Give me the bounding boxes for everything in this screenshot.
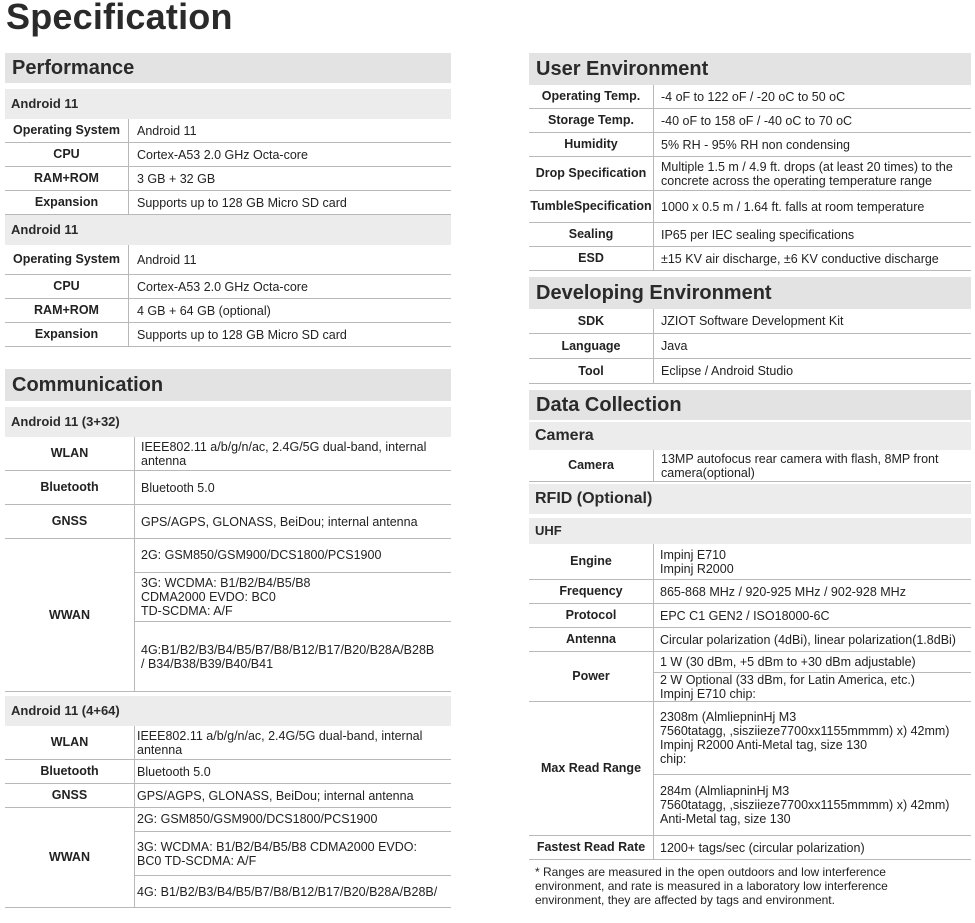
spec-label-text bbox=[566, 632, 616, 647]
spec-value bbox=[129, 245, 451, 274]
communication-row bbox=[5, 784, 451, 808]
left-column bbox=[5, 53, 451, 908]
spec-value-part bbox=[654, 702, 971, 775]
spec-value bbox=[135, 784, 451, 807]
spec-value-line: 3G: WCDMA: B1/B2/B4/B5/B8 CDMA2000 EVDO: bbox=[137, 839, 417, 854]
spec-label bbox=[529, 359, 654, 383]
spec-value bbox=[654, 450, 971, 481]
spec-value-line: antenna bbox=[141, 453, 187, 468]
spec-label-text bbox=[578, 364, 603, 379]
spec-label-line: Camera bbox=[568, 458, 614, 472]
spec-label bbox=[529, 309, 654, 333]
spec-label-line: Operating System bbox=[13, 123, 120, 137]
spec-label-line: RAM+ROM bbox=[34, 171, 99, 185]
spec-label bbox=[5, 119, 129, 142]
spec-value bbox=[654, 359, 971, 383]
spec-value bbox=[129, 275, 451, 298]
spec-value-line: Bluetooth 5.0 bbox=[137, 764, 211, 779]
section-data-collection-heading: Data Collection bbox=[529, 390, 971, 420]
uhf-row bbox=[529, 836, 971, 860]
section-developing-environment-heading: Developing Environment bbox=[529, 277, 971, 309]
uhf-row bbox=[529, 652, 971, 702]
spec-value-line: Eclipse / Android Studio bbox=[661, 364, 794, 378]
spec-value-line: chip: bbox=[660, 752, 687, 767]
spec-label bbox=[529, 223, 654, 246]
spec-value-part bbox=[135, 832, 451, 877]
spec-label bbox=[529, 247, 654, 270]
uhf-row bbox=[529, 604, 971, 628]
spec-value-line: 2308m (AlmliepninHj M3 bbox=[660, 710, 797, 725]
spec-value-line: Impinj E710 bbox=[660, 547, 727, 562]
spec-label-text bbox=[51, 446, 89, 461]
spec-label-text bbox=[537, 840, 645, 855]
spec-value-line: BC0 TD-SCDMA: A/F bbox=[137, 853, 257, 868]
communication-row bbox=[5, 437, 451, 471]
spec-label bbox=[529, 580, 654, 603]
spec-value-line: / B34/B38/B39/B40/B41 bbox=[141, 656, 274, 671]
spec-value-line: Impinj E710 chip: bbox=[660, 687, 756, 701]
spec-value-line: Supports up to 128 GB Micro SD card bbox=[137, 327, 347, 342]
spec-value bbox=[654, 191, 971, 222]
spec-value-line: 2 W Optional (33 dBm, for Latin America, etc.) bbox=[660, 673, 915, 687]
spec-label bbox=[5, 143, 129, 166]
spec-value-line: 2G: GSM850/GSM900/DCS1800/PCS1900 bbox=[141, 548, 382, 563]
spec-label-text bbox=[548, 113, 634, 128]
spec-label-line: Bluetooth bbox=[40, 764, 99, 778]
spec-value bbox=[135, 808, 451, 907]
spec-label bbox=[5, 437, 135, 470]
spec-value-line: EPC C1 GEN2 / ISO18000-6C bbox=[660, 608, 830, 623]
spec-label-text bbox=[578, 314, 604, 329]
spec-value bbox=[135, 726, 451, 759]
uhf-row bbox=[529, 544, 971, 580]
spec-value-part bbox=[135, 539, 451, 573]
spec-value bbox=[654, 133, 971, 156]
communication-row bbox=[5, 539, 451, 692]
spec-value bbox=[654, 580, 971, 603]
performance-row bbox=[5, 191, 451, 215]
spec-label-text bbox=[34, 171, 99, 186]
performance-group-heading: Android 11 bbox=[5, 89, 451, 119]
spec-label-text bbox=[40, 764, 98, 779]
footnote-line: environment, they are affected by tags and environment. bbox=[535, 893, 835, 907]
spec-label-text bbox=[13, 252, 120, 267]
spec-label bbox=[5, 299, 129, 322]
performance-row bbox=[5, 167, 451, 191]
section-performance-heading: Performance bbox=[5, 53, 451, 83]
spec-label-line: WLAN bbox=[50, 735, 89, 749]
spec-value bbox=[654, 223, 971, 246]
spec-value-line: Android 11 bbox=[137, 123, 197, 138]
spec-label-text bbox=[51, 735, 89, 750]
spec-value-line: 7560tatagg, ,sisziieze7700xx1155mmmm) x) 42mm) bbox=[660, 798, 950, 813]
user-env-row bbox=[529, 247, 971, 271]
spec-label bbox=[5, 726, 135, 759]
spec-label-text bbox=[536, 166, 646, 181]
spec-label bbox=[529, 334, 654, 358]
spec-value bbox=[129, 167, 451, 190]
spec-label-line: Frequency bbox=[559, 584, 623, 598]
spec-value-line: Cortex-A53 2.0 GHz Octa-core bbox=[137, 147, 308, 162]
spec-label-line: ESD bbox=[578, 251, 604, 265]
performance-row bbox=[5, 119, 451, 143]
spec-value-part bbox=[135, 622, 451, 691]
footnote bbox=[529, 865, 971, 907]
performance-row bbox=[5, 299, 451, 323]
spec-label-line: Power bbox=[572, 669, 610, 683]
spec-label-line: Humidity bbox=[564, 137, 618, 151]
spec-label-line: CPU bbox=[53, 279, 80, 293]
uhf-row bbox=[529, 580, 971, 604]
spec-value-part bbox=[135, 808, 451, 832]
spec-label-text bbox=[53, 279, 79, 294]
spec-value-line: Anti-Metal tag, size 130 bbox=[660, 812, 791, 827]
spec-value-part bbox=[654, 652, 971, 673]
user-env-row bbox=[529, 133, 971, 157]
communication-row bbox=[5, 471, 451, 505]
spec-label-text bbox=[53, 147, 79, 162]
spec-value-line: antenna bbox=[137, 742, 183, 757]
spec-label-text bbox=[570, 554, 612, 569]
uhf-row bbox=[529, 628, 971, 652]
spec-label-line: Bluetooth bbox=[40, 480, 99, 494]
performance-row bbox=[5, 323, 451, 347]
spec-value-line: IEEE802.11 a/b/g/n/ac, 2.4G/5G dual-band, internal bbox=[141, 439, 427, 454]
spec-value-part bbox=[135, 876, 451, 907]
spec-label-line: Expansion bbox=[34, 195, 99, 209]
spec-label-text bbox=[49, 850, 90, 865]
spec-value-line: 4G: B1/B2/B3/B4/B5/B7/B8/B12/B17/B20/B28A/B28B/ bbox=[137, 884, 438, 899]
spec-value bbox=[654, 309, 971, 333]
spec-label-text bbox=[561, 339, 620, 354]
spec-label-text bbox=[52, 788, 87, 803]
spec-label bbox=[5, 191, 129, 214]
spec-value bbox=[129, 143, 451, 166]
communication-group-heading: Android 11 (4+64) bbox=[5, 696, 451, 726]
spec-value-line: Android 11 bbox=[137, 252, 197, 267]
spec-label bbox=[529, 604, 654, 627]
user-env-row bbox=[529, 223, 971, 247]
spec-label-line: CPU bbox=[53, 147, 80, 161]
spec-label bbox=[5, 245, 129, 274]
spec-label-text bbox=[530, 199, 651, 214]
spec-value-line: TD-SCDMA: A/F bbox=[141, 604, 233, 619]
spec-value-line: Bluetooth 5.0 bbox=[141, 480, 215, 495]
spec-label-text bbox=[541, 761, 641, 776]
spec-value bbox=[129, 323, 451, 346]
spec-value bbox=[129, 299, 451, 322]
communication-row bbox=[5, 505, 451, 539]
spec-value-line: 3G: WCDMA: B1/B2/B4/B5/B8 bbox=[141, 576, 311, 591]
spec-value-line: Circular polarization (4dBi), linear polarization(1.8dBi) bbox=[660, 632, 956, 647]
communication-row bbox=[5, 760, 451, 784]
spec-label-text bbox=[569, 227, 613, 242]
spec-label bbox=[5, 275, 129, 298]
spec-value bbox=[654, 247, 971, 270]
communication-row bbox=[5, 726, 451, 760]
performance-group-heading: Android 11 bbox=[5, 215, 451, 245]
spec-value bbox=[135, 505, 451, 538]
spec-label-text bbox=[542, 89, 640, 104]
spec-label bbox=[5, 471, 135, 504]
spec-label-line: WWAN bbox=[49, 607, 90, 622]
performance-row bbox=[5, 275, 451, 299]
spec-value-line: IP65 per IEC sealing specifications bbox=[661, 227, 855, 242]
spec-label bbox=[5, 505, 135, 538]
spec-label-text bbox=[566, 608, 617, 623]
section-user-environment-heading: User Environment bbox=[529, 53, 971, 85]
user-env-row bbox=[529, 85, 971, 109]
spec-label bbox=[529, 109, 654, 132]
performance-row bbox=[5, 143, 451, 167]
section-communication-heading: Communication bbox=[5, 369, 451, 401]
spec-value-line: Impinj R2000 bbox=[660, 561, 734, 576]
spec-value bbox=[654, 836, 971, 859]
spec-label-text bbox=[52, 514, 87, 529]
spec-label-line: Fastest Read Rate bbox=[536, 840, 646, 854]
spec-value-line: 1000 x 0.5 m / 1.64 ft. falls at room temperature bbox=[661, 199, 925, 214]
spec-label-line: Expansion bbox=[34, 327, 99, 341]
spec-value-line: camera(optional) bbox=[661, 465, 755, 480]
camera-heading: Camera bbox=[529, 422, 971, 450]
spec-label-text bbox=[49, 608, 90, 623]
spec-label bbox=[529, 450, 654, 481]
spec-label bbox=[5, 784, 135, 807]
spec-value bbox=[135, 760, 451, 783]
spec-label-line: GNSS bbox=[51, 514, 88, 528]
spec-value-line: 865-868 MHz / 920-925 MHz / 902-928 MHz bbox=[660, 584, 906, 599]
spec-label-text bbox=[572, 669, 610, 684]
spec-label-line: Max Read Range bbox=[540, 761, 642, 775]
spec-label-line: Operating Temp. bbox=[541, 89, 641, 103]
spec-value-line: JZIOT Software Development Kit bbox=[661, 314, 844, 328]
spec-label bbox=[529, 544, 654, 579]
spec-label bbox=[5, 323, 129, 346]
page-title: Specification bbox=[6, 0, 233, 37]
spec-value-line: IEEE802.11 a/b/g/n/ac, 2.4G/5G dual-band, internal bbox=[137, 728, 423, 743]
spec-label-line: WLAN bbox=[50, 446, 89, 460]
spec-label-text bbox=[40, 480, 98, 495]
spec-label-line: Antenna bbox=[566, 632, 616, 646]
spec-value-line: concrete across the operating temperature range bbox=[661, 173, 932, 188]
spec-value bbox=[129, 119, 451, 142]
spec-label bbox=[5, 760, 135, 783]
spec-label bbox=[529, 836, 654, 859]
spec-label-line: Language bbox=[561, 338, 621, 353]
communication-group-heading: Android 11 (3+32) bbox=[5, 407, 451, 437]
spec-label bbox=[5, 539, 135, 691]
spec-label-text bbox=[559, 584, 622, 599]
spec-value-line: Java bbox=[661, 339, 688, 353]
spec-value-line: Cortex-A53 2.0 GHz Octa-core bbox=[137, 279, 308, 294]
spec-label bbox=[529, 702, 654, 835]
communication-row bbox=[5, 808, 451, 908]
spec-value-part bbox=[135, 573, 451, 623]
spec-value-line: Supports up to 128 GB Micro SD card bbox=[137, 195, 347, 210]
spec-value-line: 4G:B1/B2/B3/B4/B5/B7/B8/B12/B17/B20/B28A/B28B bbox=[141, 642, 435, 657]
spec-label-line: Sealing bbox=[568, 227, 614, 241]
spec-label-line: Specification bbox=[573, 199, 652, 213]
spec-value-line: 1200+ tags/sec (circular polarization) bbox=[660, 840, 865, 855]
spec-label bbox=[529, 133, 654, 156]
right-column bbox=[529, 53, 971, 907]
spec-label-line: Operating System bbox=[13, 252, 120, 266]
spec-value bbox=[135, 539, 451, 691]
spec-value-line: CDMA2000 EVDO: BC0 bbox=[141, 590, 276, 605]
spec-value-line: Multiple 1.5 m / 4.9 ft. drops (at least 20 times) to the bbox=[661, 159, 953, 174]
spec-value bbox=[654, 604, 971, 627]
spec-value-line: -4 oF to 122 oF / -20 oC to 50 oC bbox=[661, 89, 846, 104]
spec-value bbox=[654, 544, 971, 579]
spec-label bbox=[5, 167, 129, 190]
camera-row bbox=[529, 450, 971, 482]
spec-label-line: Storage Temp. bbox=[548, 113, 634, 127]
spec-label-line: WWAN bbox=[49, 850, 90, 864]
spec-value-line: GPS/AGPS, GLONASS, BeiDou; internal antenna bbox=[141, 514, 418, 529]
user-env-row bbox=[529, 191, 971, 223]
performance-row bbox=[5, 245, 451, 275]
footnote-line: * Ranges are measured in the open outdoors and low interference bbox=[535, 865, 886, 879]
user-env-row bbox=[529, 157, 971, 191]
spec-label bbox=[529, 652, 654, 701]
spec-label-line: Engine bbox=[570, 554, 612, 568]
spec-value-line: GPS/AGPS, GLONASS, BeiDou; internal antenna bbox=[137, 788, 414, 803]
spec-value bbox=[654, 85, 971, 108]
spec-value-line: 4 GB + 64 GB (optional) bbox=[137, 303, 271, 318]
spec-value-part bbox=[654, 673, 971, 701]
uhf-heading: UHF bbox=[529, 518, 971, 544]
spec-label-line: Tumble bbox=[530, 199, 574, 213]
dev-env-row bbox=[529, 309, 971, 334]
spec-label-text bbox=[35, 195, 98, 210]
spec-label-text bbox=[568, 458, 614, 473]
spec-value bbox=[135, 471, 451, 504]
spec-label-line: Tool bbox=[578, 363, 604, 378]
spec-label bbox=[5, 808, 135, 907]
spec-label-line: GNSS bbox=[51, 788, 88, 802]
spec-label bbox=[529, 191, 654, 222]
spec-label-text bbox=[13, 123, 120, 138]
spec-label bbox=[529, 157, 654, 190]
user-env-row bbox=[529, 109, 971, 133]
spec-value bbox=[135, 437, 451, 470]
uhf-row bbox=[529, 702, 971, 836]
spec-label-line: SDK bbox=[577, 313, 605, 328]
spec-value-line: 284m (AlmliapninHj M3 bbox=[660, 784, 790, 799]
footnote-line: environment, and rate is measured in a laboratory low interference bbox=[535, 879, 888, 893]
spec-value-line: Impinj R2000 Anti-Metal tag, size 130 bbox=[660, 738, 868, 753]
spec-value-line: 3 GB + 32 GB bbox=[137, 171, 216, 186]
spec-value-line: 13MP autofocus rear camera with flash, 8MP front bbox=[661, 451, 939, 466]
spec-value-line: 5% RH - 95% RH non condensing bbox=[661, 137, 850, 152]
spec-value-line: ±15 KV air discharge, ±6 KV conductive discharge bbox=[661, 251, 939, 266]
spec-label-text bbox=[35, 327, 98, 342]
spec-label-text bbox=[564, 137, 617, 152]
spec-value-line: 2G: GSM850/GSM900/DCS1800/PCS1900 bbox=[137, 812, 378, 827]
spec-label-line: Protocol bbox=[565, 608, 617, 622]
spec-value bbox=[654, 157, 971, 190]
spec-value bbox=[129, 191, 451, 214]
spec-value bbox=[654, 109, 971, 132]
spec-label bbox=[529, 85, 654, 108]
spec-value-line: -40 oF to 158 oF / -40 oC to 70 oC bbox=[661, 113, 853, 128]
rfid-heading: RFID (Optional) bbox=[529, 484, 971, 514]
spec-label-line: RAM+ROM bbox=[34, 303, 99, 317]
spec-value-line: 1 W (30 dBm, +5 dBm to +30 dBm adjustable) bbox=[660, 655, 916, 669]
spec-value-part bbox=[654, 775, 971, 835]
spec-label-line: Drop Specification bbox=[535, 166, 647, 180]
spec-value bbox=[654, 702, 971, 835]
spec-label-text bbox=[578, 251, 604, 266]
dev-env-row bbox=[529, 359, 971, 384]
spec-label-text bbox=[34, 303, 99, 318]
spec-value bbox=[654, 628, 971, 651]
spec-value bbox=[654, 652, 971, 701]
dev-env-row bbox=[529, 334, 971, 359]
spec-value-line: 7560tatagg, ,sisziieze7700xx1155mmmm) x) 42mm) bbox=[660, 724, 950, 739]
spec-label bbox=[529, 628, 654, 651]
spec-value bbox=[654, 334, 971, 358]
